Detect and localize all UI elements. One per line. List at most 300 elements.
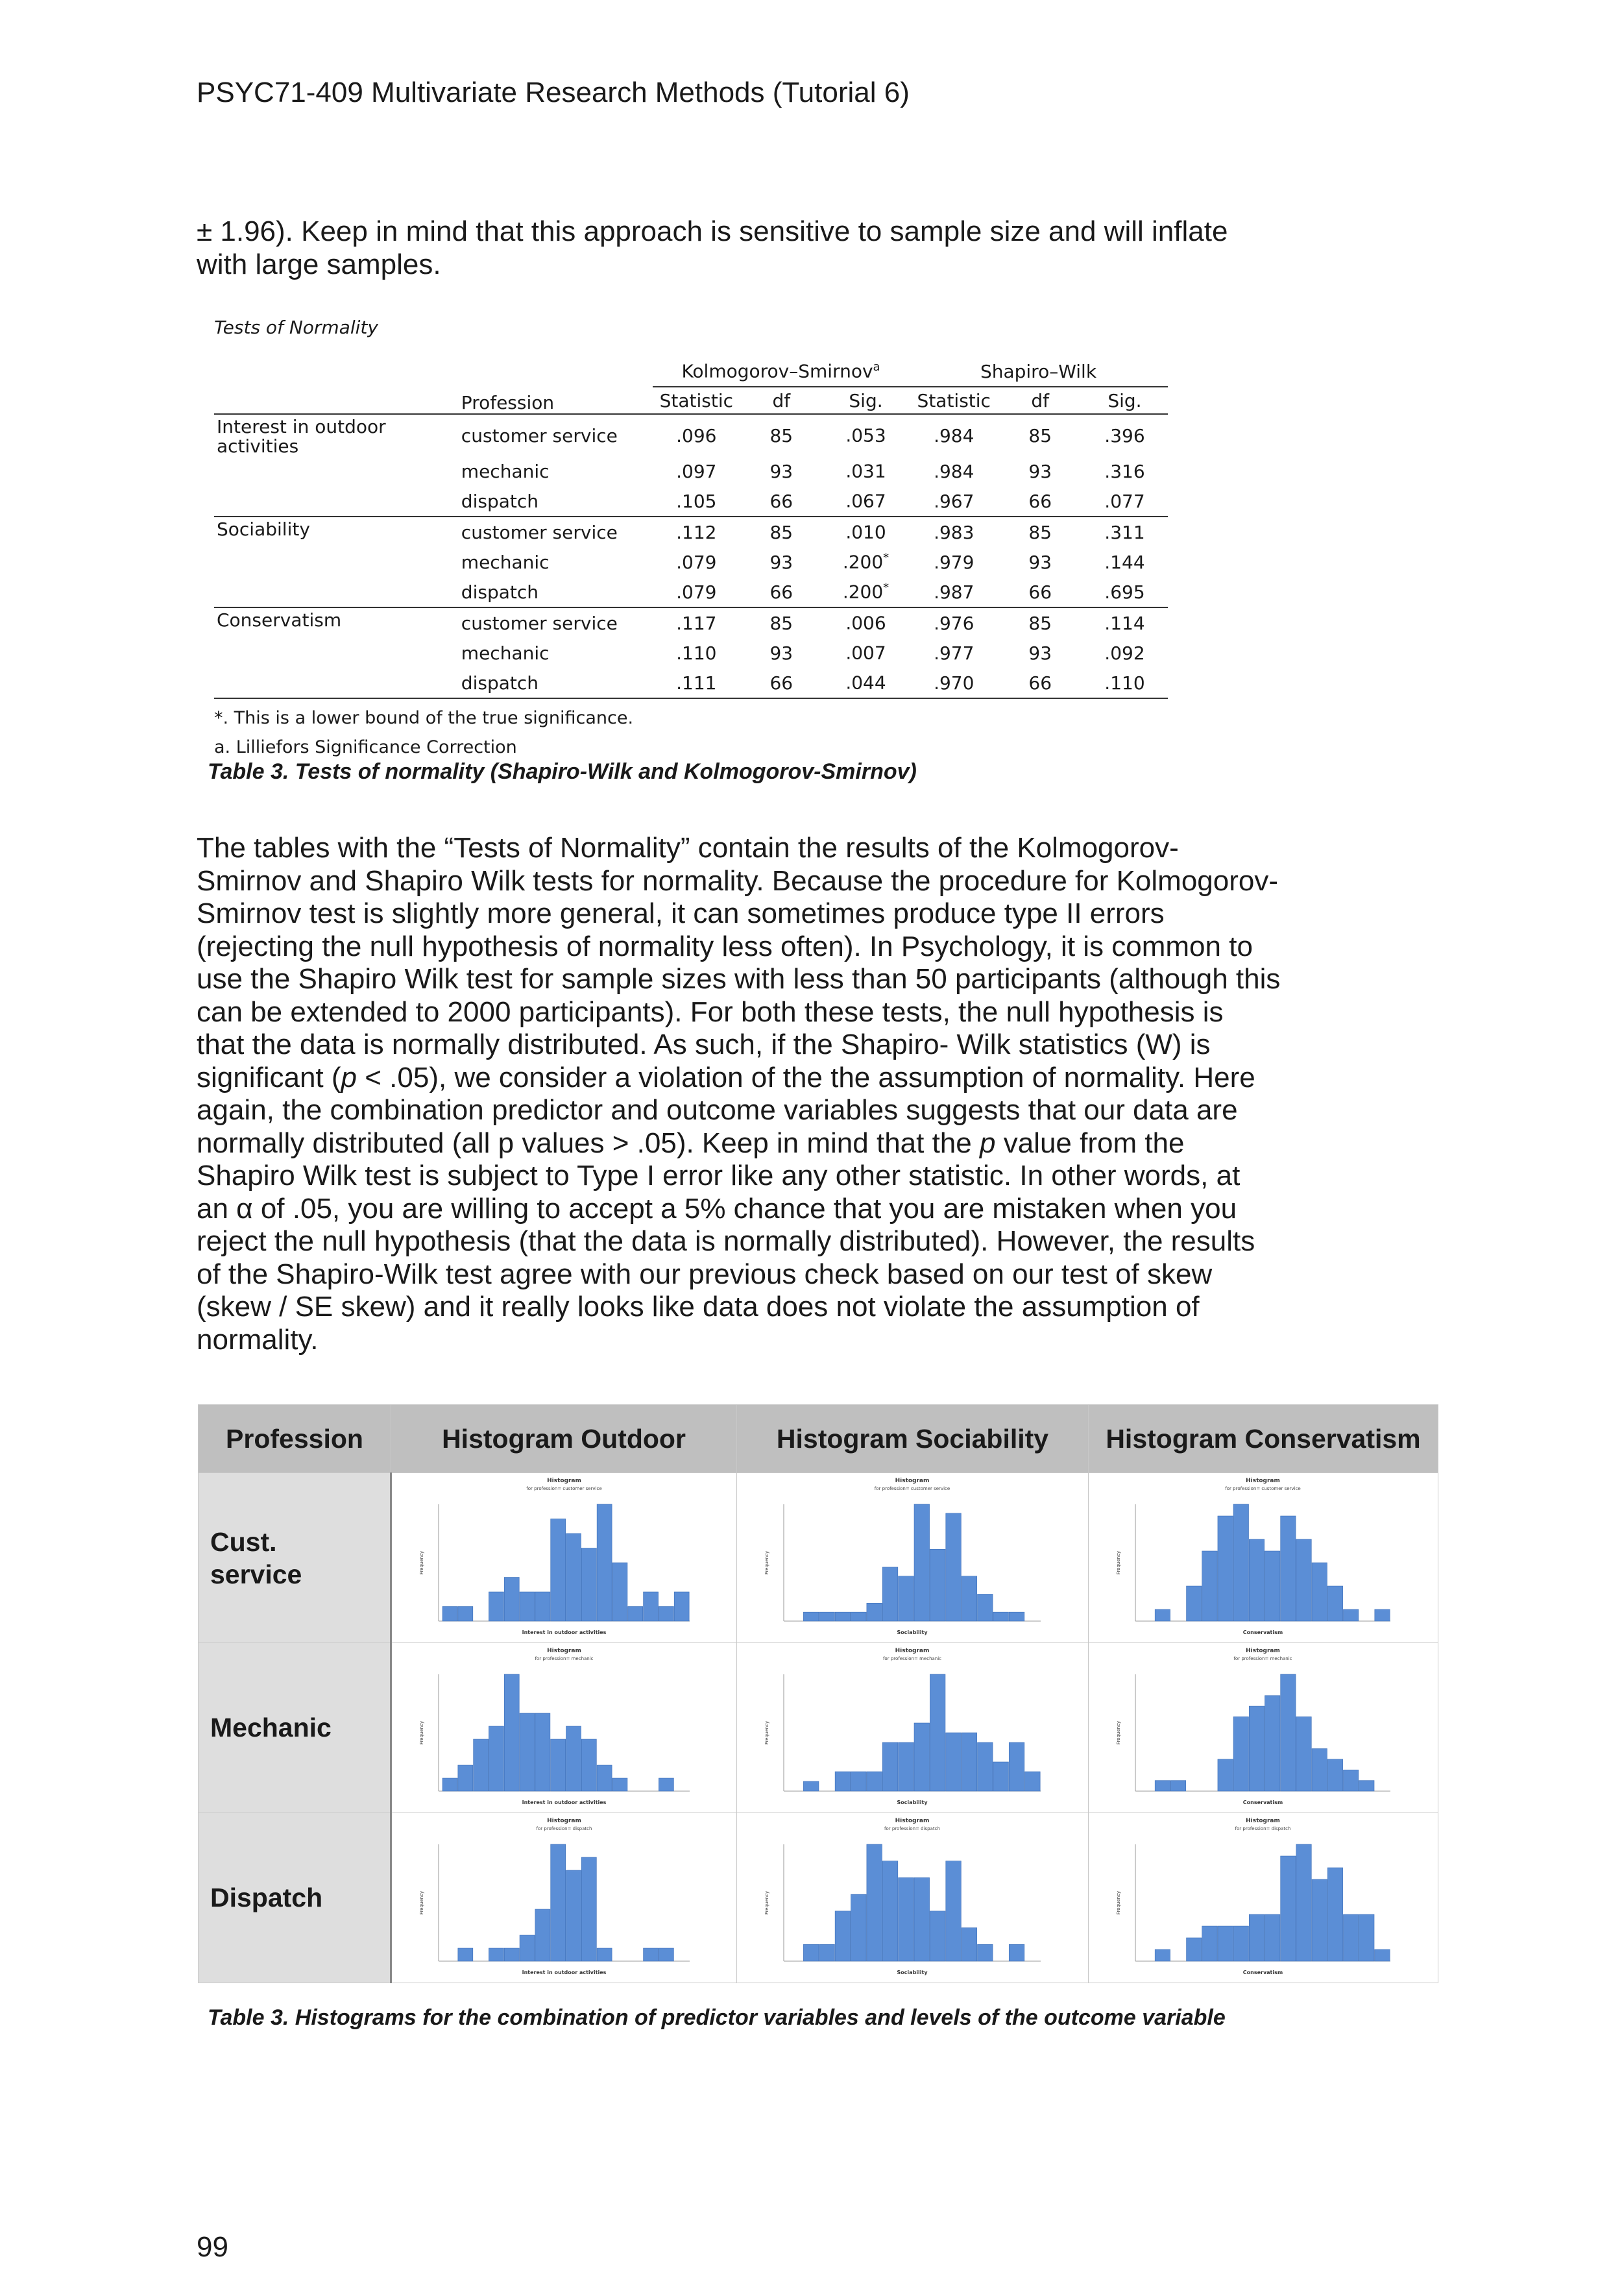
histogram-x-label: Sociability <box>897 1800 928 1805</box>
spss-data-row <box>214 638 1168 668</box>
sw-statistic: .976 <box>934 612 974 634</box>
histogram-title: Histogram <box>895 1818 930 1824</box>
column-header: Sig. <box>849 389 883 411</box>
ks-sig <box>823 547 909 577</box>
profession-cell: mechanic <box>461 551 550 573</box>
histogram-bar <box>612 1563 627 1621</box>
sw-df: 66 <box>1028 581 1052 603</box>
paragraph-line: use the Shapiro Wilk test for sample sizes with less than 50 participants (although this <box>197 963 1281 995</box>
histogram-bar <box>1249 1706 1264 1791</box>
table-caption-histograms: Table 3. Histograms for the combination of predictor variables and levels of the outcome variable <box>208 2005 1226 2030</box>
histogram-bar <box>851 1894 867 1961</box>
histogram-bar <box>566 1533 581 1621</box>
paragraph-line: with large samples. <box>197 248 441 280</box>
histogram-chart <box>1089 1473 1437 1639</box>
histogram-bar <box>882 1567 898 1621</box>
histogram-chart <box>392 1813 736 1979</box>
histogram-bar <box>993 1612 1009 1621</box>
variable-label <box>214 486 459 517</box>
histogram-bar <box>1312 1879 1327 1961</box>
histogram-bar <box>489 1948 503 1961</box>
histogram-bar <box>612 1778 627 1791</box>
variable-label <box>214 607 459 638</box>
variable-label <box>214 668 459 698</box>
column-header: df <box>1031 389 1050 411</box>
histogram-chart <box>737 1473 1087 1639</box>
histogram-bar <box>1312 1563 1327 1621</box>
spss-data-row <box>214 607 1168 638</box>
ks-sig-value: .053 <box>845 424 886 446</box>
ks-sig <box>823 517 909 547</box>
histogram-bar <box>1218 1926 1233 1961</box>
column-header: Sig. <box>1108 389 1142 411</box>
histogram-bar <box>946 1861 962 1961</box>
ks-sig <box>823 414 909 456</box>
histogram-bar <box>819 1612 835 1621</box>
ks-statistic: .111 <box>676 672 717 694</box>
histogram-bar <box>914 1504 930 1621</box>
variable-label <box>214 577 459 607</box>
normality-table <box>214 356 1168 699</box>
histogram-cell <box>1089 1473 1438 1643</box>
histogram-bar <box>1233 1926 1248 1961</box>
histogram-bar <box>1025 1772 1041 1791</box>
histogram-bar <box>442 1778 457 1791</box>
histogram-title: Histogram <box>1246 1648 1280 1654</box>
sw-sig: .311 <box>1104 521 1145 543</box>
spss-data-row <box>214 517 1168 547</box>
histogram-bar <box>628 1607 643 1622</box>
footnote-lilliefors: a. Lilliefors Significance Correction <box>214 737 517 757</box>
histogram-bar <box>659 1607 673 1622</box>
histogram-bar <box>1281 1516 1296 1621</box>
histogram-bar <box>1187 1586 1202 1621</box>
column-header: Statistic <box>917 389 991 411</box>
histogram-bar <box>504 1674 519 1791</box>
ks-df: 66 <box>769 672 793 694</box>
paragraph-line: that the data is normally distributed. As such, if the Shapiro- Wilk statistics (W) is <box>197 1029 1211 1060</box>
histogram-x-label: Interest in outdoor activities <box>522 1970 607 1975</box>
table-caption-normality: Table 3. Tests of normality (Shapiro-Wilk and Kolmogorov-Smirnov) <box>208 759 917 784</box>
ks-sig <box>823 456 909 486</box>
histogram-chart <box>1089 1643 1437 1809</box>
ks-sig-value: .010 <box>845 521 886 543</box>
histogram-bar <box>1009 1944 1024 1961</box>
histogram-bar <box>1343 1609 1358 1621</box>
histogram-subtitle: for profession= customer service <box>526 1486 602 1491</box>
histogram-bar <box>1296 1716 1311 1791</box>
histogram-bar <box>1327 1759 1342 1791</box>
histogram-bar <box>914 1877 930 1961</box>
histogram-bar <box>899 1576 914 1621</box>
ks-statistic: .096 <box>676 424 717 446</box>
ks-sig <box>823 668 909 698</box>
histogram-bar <box>504 1578 519 1622</box>
sw-statistic: .979 <box>934 551 974 573</box>
paragraph-line: ± 1.96). Keep in mind that this approach is sensitive to sample size and will inflate <box>197 215 1228 247</box>
histogram-bar <box>458 1607 473 1622</box>
histogram-chart <box>392 1643 736 1809</box>
histogram-bar <box>803 1944 819 1961</box>
profession-cell: mechanic <box>461 460 550 482</box>
histogram-bar <box>1155 1781 1170 1791</box>
histogram-bar <box>882 1742 898 1791</box>
ks-statistic: .112 <box>676 521 717 543</box>
histogram-bar <box>551 1519 566 1622</box>
histogram-bar <box>520 1935 535 1961</box>
sw-df: 85 <box>1028 612 1052 634</box>
ks-df: 66 <box>769 581 793 603</box>
ks-sig-value: .200 <box>842 581 884 603</box>
sw-sig: .695 <box>1104 581 1145 603</box>
histogram-y-label: Frequency <box>764 1550 769 1575</box>
histogram-bar <box>819 1944 835 1961</box>
histogram-bar <box>1375 1609 1390 1621</box>
variable-label <box>214 547 459 577</box>
histogram-title: Histogram <box>547 1478 581 1484</box>
histogram-y-label: Frequency <box>1116 1720 1121 1745</box>
histogram-y-label: Frequency <box>419 1720 424 1745</box>
sw-sig: .077 <box>1104 490 1145 512</box>
sw-df: 85 <box>1028 424 1052 446</box>
histogram-bar <box>644 1948 659 1961</box>
histogram-bar <box>1233 1504 1248 1621</box>
histogram-bar <box>551 1739 566 1791</box>
ks-df: 93 <box>769 642 793 664</box>
histogram-subtitle: for profession= dispatch <box>884 1826 940 1831</box>
sw-df: 93 <box>1028 642 1052 664</box>
histogram-chart <box>392 1473 736 1639</box>
histogram-bar <box>882 1861 898 1961</box>
paragraph-line: normality. <box>197 1323 319 1356</box>
paragraph-line: Shapiro Wilk test is subject to Type I error like any other statistic. In other words, at <box>197 1160 1241 1191</box>
histogram-subtitle: for profession= mechanic <box>535 1656 594 1661</box>
sw-statistic: .987 <box>934 581 974 603</box>
spss-data-row <box>214 486 1168 517</box>
histogram-bar <box>1187 1938 1202 1961</box>
ks-sig-mark: * <box>883 551 890 565</box>
profession-cell: mechanic <box>461 642 550 664</box>
histogram-bar <box>1009 1612 1024 1621</box>
ks-header <box>653 356 909 387</box>
sw-statistic: .977 <box>934 642 974 664</box>
paragraph-line: reject the null hypothesis (that the data is normally distributed). However, the results <box>197 1225 1255 1257</box>
histogram-bar <box>930 1674 945 1791</box>
histogram-bar <box>962 1733 977 1791</box>
ks-statistic: .110 <box>676 642 717 664</box>
histogram-x-label: Conservatism <box>1242 1800 1283 1805</box>
variable-label-line: Interest in outdoor <box>217 416 386 437</box>
histogram-bar <box>867 1772 882 1791</box>
sw-sig: .110 <box>1104 672 1145 694</box>
histogram-subtitle: for profession= mechanic <box>1233 1656 1292 1661</box>
ks-header-label: Kolmogorov–Smirnov <box>681 360 873 382</box>
histogram-x-label: Interest in outdoor activities <box>522 1630 607 1635</box>
histogram-subtitle: for profession= customer service <box>874 1486 950 1491</box>
histogram-subtitle: for profession= dispatch <box>536 1826 592 1831</box>
variable-label-line: Conservatism <box>217 609 342 631</box>
histogram-row-dispatch <box>199 1813 1438 1983</box>
histogram-bar <box>978 1594 993 1621</box>
histogram-title: Histogram <box>1246 1818 1280 1824</box>
sw-statistic: .984 <box>934 460 974 482</box>
histogram-bar <box>535 1592 550 1621</box>
histogram-bar <box>581 1548 596 1622</box>
histogram-bar <box>1281 1674 1296 1791</box>
histogram-cell <box>1089 1643 1438 1813</box>
histogram-bar <box>1265 1914 1280 1961</box>
histogram-bar <box>1296 1844 1311 1961</box>
profession-header: Profession <box>461 392 555 413</box>
sw-statistic: .983 <box>934 521 974 543</box>
histogram-bar <box>978 1742 993 1791</box>
histogram-bar <box>1155 1609 1170 1621</box>
sw-header: Shapiro–Wilk <box>909 356 1168 387</box>
histogram-bar <box>1359 1781 1374 1791</box>
histogram-title: Histogram <box>547 1648 581 1654</box>
spss-data-row <box>214 547 1168 577</box>
histogram-bar <box>551 1844 566 1961</box>
histogram-x-label: Conservatism <box>1242 1630 1283 1635</box>
ks-sig <box>823 607 909 638</box>
histogram-bar <box>566 1726 581 1791</box>
histogram-bar <box>644 1592 659 1621</box>
histogram-cell <box>391 1813 737 1983</box>
histogram-bar <box>597 1948 612 1961</box>
paragraph-explanation <box>197 832 1442 1356</box>
histogram-bar <box>803 1612 819 1621</box>
histogram-bar <box>1009 1742 1024 1791</box>
histogram-bar <box>504 1948 519 1961</box>
header-profession: Profession <box>199 1405 391 1473</box>
histogram-bar <box>851 1772 867 1791</box>
histogram-cell <box>737 1643 1089 1813</box>
histogram-x-label: Interest in outdoor activities <box>522 1800 607 1805</box>
row-label-cust-service <box>199 1473 391 1643</box>
histogram-bar <box>458 1948 473 1961</box>
histogram-cell <box>1089 1813 1438 1983</box>
histogram-bar <box>1265 1696 1280 1791</box>
column-header: df <box>772 389 791 411</box>
ks-header-sup: a <box>873 360 880 374</box>
profession-cell: dispatch <box>461 581 539 603</box>
histogram-x-label: Conservatism <box>1242 1970 1283 1975</box>
ks-sig <box>823 638 909 668</box>
histogram-bar <box>597 1504 612 1621</box>
histogram-bar <box>962 1576 977 1621</box>
histogram-bar <box>930 1911 945 1961</box>
histogram-bar <box>566 1870 581 1961</box>
histogram-bar <box>1296 1539 1311 1621</box>
histogram-bar <box>458 1765 473 1791</box>
ks-statistic: .097 <box>676 460 717 482</box>
paragraph-line: (skew / SE skew) and it really looks like data does not violate the assumption of <box>197 1291 1200 1323</box>
tests-of-normality-table-figure <box>214 317 1168 757</box>
paragraph-line: of the Shapiro-Wilk test agree with our previous check based on our test of skew <box>197 1258 1213 1290</box>
ks-sig <box>823 486 909 517</box>
spss-table-title: Tests of Normality <box>214 317 378 338</box>
row-label-text: Cust. service <box>210 1526 302 1589</box>
histogram-x-label: Sociability <box>897 1970 928 1975</box>
histogram-subtitle: for profession= dispatch <box>1235 1826 1291 1831</box>
histogram-bar <box>1281 1856 1296 1961</box>
histogram-table-header <box>199 1405 1438 1473</box>
sw-df: 66 <box>1028 672 1052 694</box>
variable-label-line: activities <box>217 435 299 457</box>
histogram-y-label: Frequency <box>1116 1890 1121 1915</box>
variable-label <box>214 414 459 456</box>
histogram-bar <box>1359 1914 1374 1961</box>
profession-cell: dispatch <box>461 490 539 512</box>
histogram-bar <box>946 1733 962 1791</box>
histogram-row-cust-service <box>199 1473 1438 1643</box>
ks-sig-value: .044 <box>845 672 886 694</box>
histogram-bar <box>1343 1914 1358 1961</box>
paragraph-line: an α of .05, you are willing to accept a 5% chance that you are mistaken when you <box>197 1192 1237 1225</box>
histogram-chart <box>737 1813 1087 1979</box>
histogram-bar <box>978 1944 993 1961</box>
header-histogram-conservatism: Histogram Conservatism <box>1089 1405 1438 1473</box>
histogram-bar <box>1202 1551 1217 1621</box>
sw-sig: .114 <box>1104 612 1145 634</box>
paragraph-line: Smirnov test is slightly more general, it can sometimes produce type II errors <box>197 898 1165 929</box>
spss-header-row <box>214 356 1168 387</box>
paragraph-line: can be extended to 2000 participants). For both these tests, the null hypothesis is <box>197 995 1224 1028</box>
histogram-bar <box>1312 1749 1327 1791</box>
histogram-bar <box>930 1549 945 1621</box>
profession-cell: customer service <box>461 612 618 634</box>
paragraph-intro <box>197 215 1442 281</box>
histogram-cell <box>737 1813 1089 1983</box>
spss-data-row <box>214 668 1168 698</box>
ks-statistic: .079 <box>676 551 717 573</box>
histogram-cell <box>737 1473 1089 1643</box>
histogram-bar <box>659 1778 673 1791</box>
histogram-title: Histogram <box>547 1818 581 1824</box>
histogram-table <box>198 1404 1438 1983</box>
variable-label-line: Sociability <box>217 519 310 540</box>
spss-subheader-row <box>214 387 1168 414</box>
histogram-bar <box>914 1723 930 1791</box>
histogram-bar <box>899 1742 914 1791</box>
histogram-y-label: Frequency <box>419 1890 424 1915</box>
histogram-y-label: Frequency <box>419 1550 424 1575</box>
histogram-bar <box>489 1726 503 1791</box>
sw-sig: .092 <box>1104 642 1145 664</box>
histogram-bar <box>535 1909 550 1961</box>
histogram-title: Histogram <box>1246 1478 1280 1484</box>
histogram-y-label: Frequency <box>764 1890 769 1915</box>
histogram-bar <box>1233 1716 1248 1791</box>
histogram-bar <box>1375 1949 1390 1961</box>
paragraph-line: significant (p < .05), we consider a violation of the the assumption of normality. Here <box>197 1061 1255 1093</box>
ks-sig-value: .007 <box>845 642 886 664</box>
histogram-bar <box>581 1739 596 1791</box>
histogram-x-label: Sociability <box>897 1630 928 1635</box>
ks-df: 66 <box>769 490 793 512</box>
variable-label <box>214 638 459 668</box>
ks-sig-value: .200 <box>842 551 884 573</box>
histogram-bar <box>520 1713 535 1791</box>
histogram-bar <box>1265 1551 1280 1621</box>
histogram-bar <box>1218 1759 1233 1791</box>
histogram-bar <box>835 1772 851 1791</box>
ks-sig-value: .067 <box>845 490 886 512</box>
histogram-bar <box>1170 1781 1185 1791</box>
histogram-bar <box>442 1607 457 1622</box>
column-header: Statistic <box>659 389 733 411</box>
histogram-bar <box>520 1592 535 1621</box>
histogram-bar <box>1249 1539 1264 1621</box>
histogram-cell <box>391 1643 737 1813</box>
histogram-subtitle: for profession= customer service <box>1225 1486 1301 1491</box>
histogram-bar <box>581 1857 596 1961</box>
paragraph-line: again, the combination predictor and outcome variables suggests that our data are <box>197 1094 1238 1126</box>
histogram-bar <box>899 1877 914 1961</box>
page-number: 99 <box>197 2231 228 2263</box>
sw-sig: .144 <box>1104 551 1145 573</box>
histogram-bar <box>867 1603 882 1621</box>
ks-statistic: .117 <box>676 612 717 634</box>
profession-cell: dispatch <box>461 672 539 694</box>
histogram-title: Histogram <box>895 1648 930 1654</box>
sw-df: 93 <box>1028 460 1052 482</box>
histogram-bar <box>1327 1868 1342 1961</box>
histogram-title: Histogram <box>895 1478 930 1484</box>
histogram-bar <box>993 1762 1009 1791</box>
histogram-bar <box>674 1592 689 1621</box>
ks-df: 85 <box>769 521 793 543</box>
histogram-row-mechanic <box>199 1643 1438 1813</box>
histogram-bar <box>851 1612 867 1621</box>
histogram-y-label: Frequency <box>1116 1550 1121 1575</box>
profession-cell: customer service <box>461 424 618 446</box>
paragraph-line: The tables with the “Tests of Normality” contain the results of the Kolmogorov- <box>197 832 1179 864</box>
header-histogram-outdoor: Histogram Outdoor <box>391 1405 737 1473</box>
histogram-bar <box>803 1781 819 1791</box>
ks-df: 85 <box>769 424 793 446</box>
sw-statistic: .967 <box>934 490 974 512</box>
spss-data-row <box>214 414 1168 456</box>
row-label-mechanic: Mechanic <box>199 1643 391 1813</box>
paragraph-line: Smirnov and Shapiro Wilk tests for normality. Because the procedure for Kolmogorov- <box>197 864 1279 897</box>
ks-sig-mark: * <box>883 581 890 595</box>
histogram-bar <box>489 1592 503 1621</box>
sw-statistic: .984 <box>934 424 974 446</box>
paragraph-line: (rejecting the null hypothesis of normality less often). In Psychology, it is common to <box>197 930 1253 962</box>
row-label-dispatch: Dispatch <box>199 1813 391 1983</box>
variable-label <box>214 456 459 486</box>
sw-df: 85 <box>1028 521 1052 543</box>
running-header: PSYC71-409 Multivariate Research Methods (Tutorial 6) <box>197 77 910 108</box>
ks-df: 85 <box>769 612 793 634</box>
sw-df: 93 <box>1028 551 1052 573</box>
footnote-lower-bound: *. This is a lower bound of the true significance. <box>214 708 634 728</box>
spss-data-row <box>214 577 1168 607</box>
profession-cell: customer service <box>461 521 618 543</box>
histogram-bar <box>535 1713 550 1791</box>
ks-statistic: .105 <box>676 490 717 512</box>
histogram-bar <box>597 1765 612 1791</box>
ks-df: 93 <box>769 460 793 482</box>
spss-data-row <box>214 456 1168 486</box>
header-histogram-sociability: Histogram Sociability <box>737 1405 1089 1473</box>
histogram-bar <box>1155 1949 1170 1961</box>
histogram-bar <box>835 1612 851 1621</box>
histogram-bar <box>1202 1926 1217 1961</box>
ks-sig <box>823 577 909 607</box>
histogram-chart <box>1089 1813 1437 1979</box>
